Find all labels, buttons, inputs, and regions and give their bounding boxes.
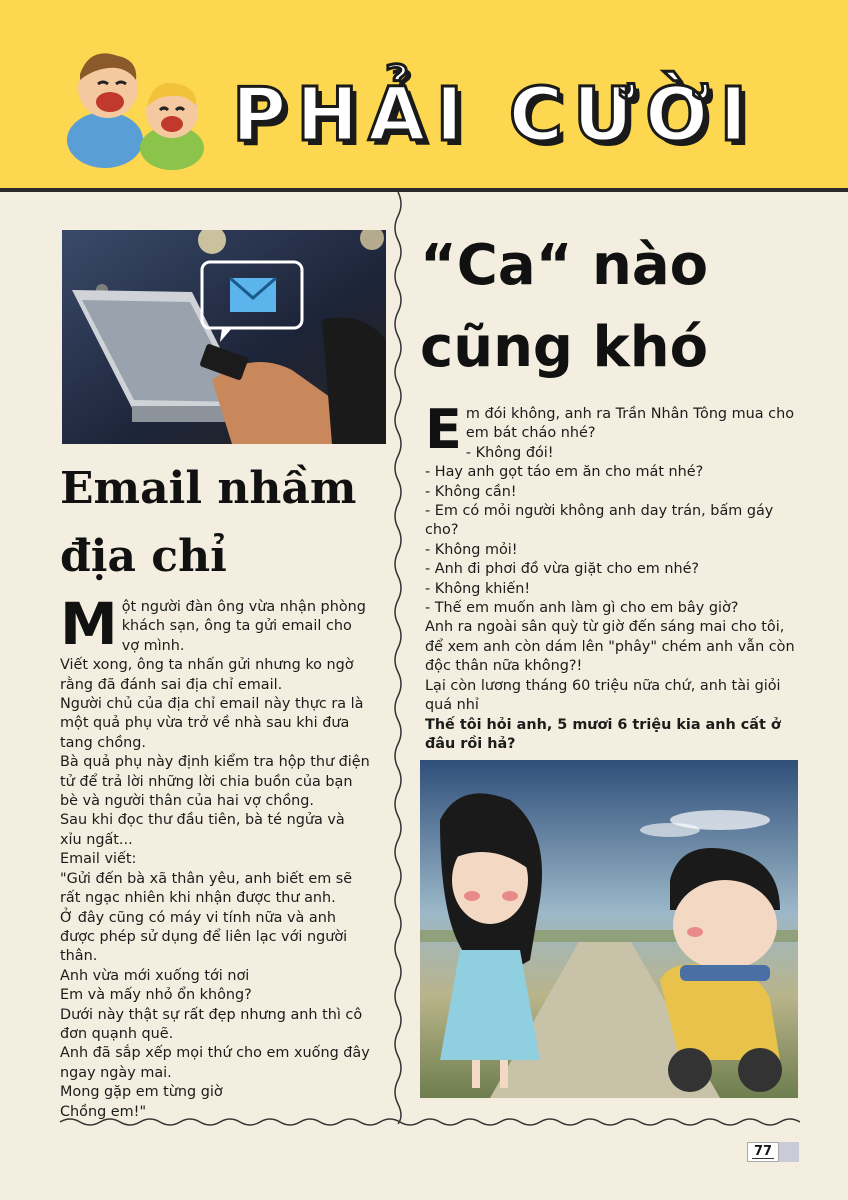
article-paragraph: Chồng em!" [60,1103,147,1120]
article-paragraph: Mong gặp em từng giờ [60,1084,223,1101]
article-paragraph: - Anh đi phơi đồ vừa giặt cho em nhé? [425,561,700,578]
laughing-boys-icon [60,40,220,170]
article-paragraph: - Không mỏi! [425,541,518,558]
page-number: 77 [747,1142,779,1162]
article-paragraph: Em và mấy nhỏ ổn không? [60,987,252,1004]
article-paragraph: - Hay anh gọt táo em ăn cho mát nhé? [425,464,704,481]
article-paragraph: Email viết: [60,851,137,868]
headline-ca [420,225,810,389]
article-paragraph: - Không khiến! [425,580,531,597]
article-paragraph: Viết xong, ông ta nhấn gửi nhưng ko ngờ rằng đã đánh sai địa chỉ email. [60,657,354,693]
column-divider [390,192,406,1124]
headline-email: Email nhầm địa chỉ [60,463,357,582]
article-intro: Em đói không, anh ra Trần Nhân Tông mua cho em bát cháo nhé? [425,398,795,461]
article-paragraph: Anh đã sắp xếp mọi thứ cho em xuống đây ngay ngày mai. [60,1045,370,1081]
article-paragraph: Dưới này thật sự rất đẹp nhưng anh thì cô đơn quạnh quẽ. [60,1006,363,1042]
headline-line: “Ca“ nào [420,233,709,298]
article-paragraph: Anh ra ngoài sân quỳ từ giờ đến sáng mai cho tôi, để xem anh còn dám lên "phây" chém anh vẫn còn độc thân nữa không?! [425,619,795,675]
article-email [60,590,370,1122]
article-paragraph: Sau khi đọc thư đầu tiên, bà té ngửa và xỉu ngất... [60,812,345,848]
page-corner-square [779,1142,799,1162]
article-paragraph: - Em có mỏi người không anh day trán, bấm gáy cho? [425,503,774,539]
bottom-wave-rule [60,1114,800,1130]
page-title: PHẢI CƯỜI [232,72,758,158]
article-paragraph: Anh vừa mới xuống tới nơi [60,967,250,984]
article-paragraph: - Không đói! [465,444,554,461]
dropcap: E [425,398,462,461]
article-paragraph: - Thế em muốn anh làm gì cho em bây giờ? [425,600,739,617]
article-body [60,656,370,1122]
article-ca [425,398,800,754]
headline-line: cũng khó [420,315,709,380]
dropcap: M [60,590,118,658]
article-paragraph: Người chủ của địa chỉ email này thực ra là một quả phụ vừa trở về nhà sau khi đưa tang chồng. [60,696,364,751]
article-paragraph: - Không cần! [425,483,517,500]
article-paragraph: Lại còn lương tháng 60 triệu nữa chứ, anh tài giỏi quá nhỉ [425,677,781,714]
article-body [425,444,800,716]
article-intro: Một người đàn ông vừa nhận phòng khách sạn, ông ta gửi email cho vợ mình. [60,590,366,658]
article-closing-line: Thế tôi hỏi anh, 5 mươi 6 triệu kia anh cất ở đâu rồi hả? [425,716,781,752]
header-banner [0,0,848,192]
email-photo [62,230,386,444]
article-paragraph: Bà quả phụ này định kiểm tra hộp thư điện tử để trả lời những lời chia buồn của bạn bè và người thân của hai vợ chồng. [60,754,370,810]
article-paragraph: Ở đây cũng có máy vi tính nữa và anh được phép sử dụng để liên lạc với người thân. [60,909,348,965]
couple-illustration [420,760,798,1098]
article-paragraph: "Gửi đến bà xã thân yêu, anh biết em sẽ rất ngạc nhiên khi nhận được thư anh. [60,870,353,907]
